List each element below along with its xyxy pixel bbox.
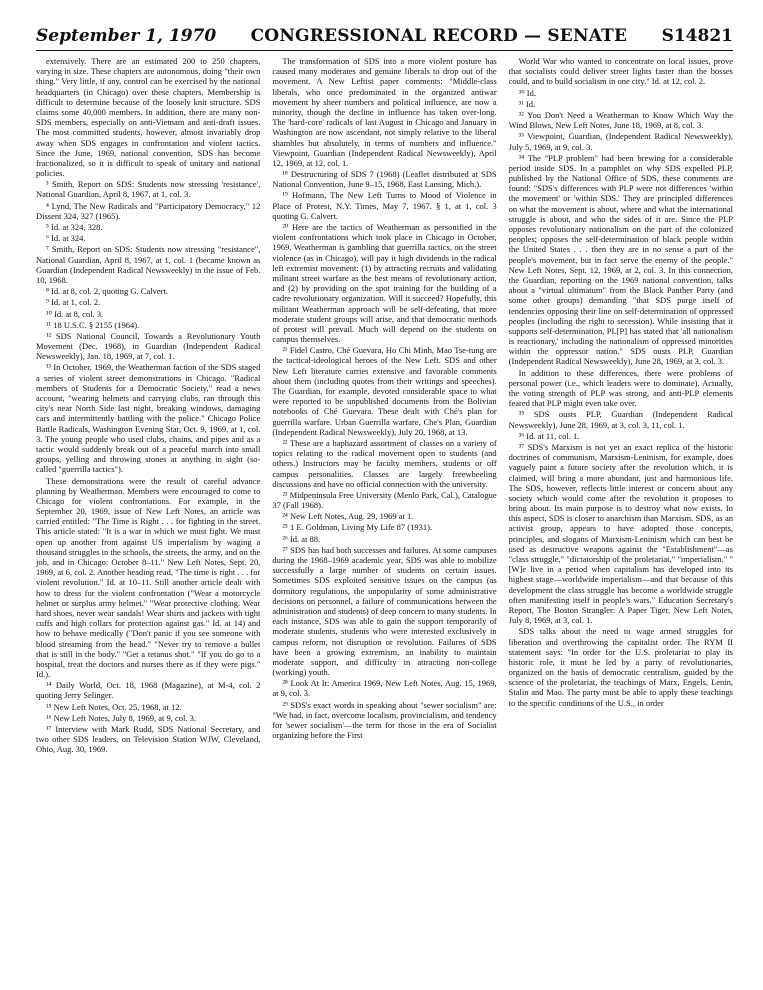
paragraph: ¹⁸ Destructuring of SDS 7 (1968) (Leaflet distributed at SDS National Convention, June 9–15, 1968, East Lansing, Mich.). [272,169,497,190]
paragraph: ³² You Don't Need a Weatherman to Know Which Way the Wind Blows, New Left Notes, June 18, 1969, at 8, col. 3. [508,109,733,131]
paragraph: ⁹ Id. at 1, col. 2. [46,297,101,308]
paragraph: ³⁷ SDS's Marxism is not yet an exact replica of the historic doctrines of communism, Marxism-Leninism, for example, does vaguely paint a future society after the revolution which, it is claimed, will bring a more abundant, just and harmonious life. The SDS, however, reflects little interest or concern about any society which would come after the revolution it proposes to bring about. Its main purpose is to destroy what now exists. In this aspect, SDS is closer to anarchism than Marxism. SDS, as an activist group, appears to have adopted those concepts, principles, and slogans of Marxism-Leninism which can best be used as destructive weapons against the "Establishment"—as "class struggle," "dictatorship of the proletariat," "imperialism." "[W]e live in a period when capitalism has developed into its highest stage—worldwide imperialism—and that because of this development the class struggle has become a worldwide struggle often manifesting itself in people's wars." Education Secretary's Report, The Boston Strangler: A Paper Tiger, New Left Notes, July 8, 1969, at 3, col. 1. [508,441,733,626]
paragraph: ²² These are a haphazard assortment of classes on a variety of topics relating to the radical movement open to students (and others.) Instructors may be faculty members, students or off campus personalities. Classes are largely freewheeling discussions and have no official connection with the university. [272,437,497,489]
paragraph: ³⁶ Id. at 11, col. 1. [518,430,580,441]
header-page-number: S14821 [661,26,733,46]
paragraph: ³⁰ Id. [518,87,536,98]
paragraph: ¹² SDS National Council, Towards a Revolutionary Youth Movement (Dec. 1968), in Guardian (Independent Radical Newsweekly), Jan. 18, 1969, at 7, col. 1. [36,330,261,362]
paragraph: ²⁷ SDS has had both successes and failures. At some campuses during the 1968–1969 academic year, SDS was able to mobilize successfully a large number of students on certain issues. Sometimes SDS exploited sensitive issues on the campus (as dormitory regulations, the unpopularity of some administrative decisions on personnel, a failure of communications between the administration and students) of deep concern to many students. In each instance, SDS was able to gain the support temporarily of moderate students, students who were interested exclusively in campus reform, not disruption or revolution. Failures of SDS have been a growing extremism, an inability to maintain moderate support, and difficulty in attracting non-college (working) youth. [272,544,497,678]
paragraph: ²³ Midpeninsula Free University (Menlo Park, Cal.), Catalogue 37 (Fall 1968). [272,489,497,511]
paragraph: ⁸ Id. at 8, col. 2, quoting G. Calvert. [46,286,168,297]
paragraph: ²⁵ 1 E. Goldman, Living My Life 87 (1931). [282,522,433,533]
paragraph: ³ Smith, Report on SDS: Students now stressing 'resistance', National Guardian, April 8, 1967, at 1, col. 3. [36,179,261,200]
paragraph: ³¹ Id. [518,98,536,109]
paragraph: ²⁶ Id. at 88. [282,533,321,544]
paragraph: World War who wanted to concentrate on local issues, prove that socialists could deliver street lights faster than the bosses could, and to build socialism in one city." Id. at 12, col. 2. [508,56,733,87]
paragraph: ¹⁷ Interview with Mark Rudd, SDS National Secretary, and two other SDS leaders, on Television Station WJW, Cleveland, Ohio, Aug. 30, 1969. [36,724,261,755]
paragraph: ⁷ Smith, Report on SDS: Students now stressing "resistance", National Guardian, April 8, 1967, at 1, col. 1 (became known as Guardian (Independent Radical Newsweekly) in the issue of Feb. 10, 1968. [36,244,261,285]
paragraph: ²⁹ SDS's exact words in speaking about "sewer socialism" are: "We had, in fact, overcome localism, provincialism, and tendency for 'sewer socialism'—the term for those in the era of Socialist organizing before the First [272,699,497,741]
paragraph: These demonstrations were the result of careful advance planning by Weatherman. Members were encouraged to come to Chicago for violent confrontations. For example, in the September 20, 1969, issue of New Left Notes, an article was carried entitled: "The Time is Right . . . for fighting in the street. This article stated: "It is a war in which we must fight. We must open up another front against US imperialism by waging a thousand struggles in the schools, the streets, the army, and on the job, and in Chicago: October 8–11." New Left Notes, Sept. 20, 1969, at 6, col. 2. Another heading read, "The time is right . . . for violent revolution." Id. at 10–11. Still another article dealt with how to dress for the violent confrontation ("Wear a motorcycle helmet or surplus army helmet." "Wear protective clothing. Wear hard shoes, never wear sandals! Wear shirts and jackets with tight cuffs and high collars for protection against gas." Id. at 14) and how to behave medically ("Don't panic if you see someone with blood streaming from the head." "Never try to remove a bullet that is still in the body." "Get a tetanus shot." "If you do go to a hospital, treat the doctors and nurses there as if they were pigs." Id.). [36,475,261,680]
paragraph: SDS talks about the need to wage armed struggles for liberation and overthrowing the capitalist order. The RYM II statement says: "In order for the U.S. proletariat to play its historic role, it must be led by a party of revolutionaries, organized on the basis of democratic centralism, guided by the science of the proletariat, the teachings of Marx, Engels, Lenin, Stalin and Mao. The party must be able to apply these teachings to the specific conditions of the U.S., in order [508,626,733,708]
page-header [36,16,733,46]
paragraph: ¹⁶ New Left Notes, July 8, 1969, at 9, col. 3. [46,712,196,723]
paragraph: ²¹ Fidel Castro, Ché Guevara, Ho Chi Minh, Mao Tse-tung are the tactical-ideological heroes of the New Left. SDS and other New Left literature carries extensive and favorable comments about them (including quotes from their writings and speeches). The Guardian, for example, devoted considerable space to what were reported to be unpublished documents from the Bolivian notebooks of Ché Guevara. These dealt with Ché's plan for guerrilla warfare. Urban Guerrilla warfare, Che's Plan, Guardian (Independent Radical Newsweekly), July 20, 1968, at 13. [272,345,497,437]
paragraph: The transformation of SDS into a more violent posture has caused many moderates and genuine liberals to drop out of the movement. A New Leftist paper comments: "Middle-class liberals, who once predominated in the organized antiwar movement by sheer numbers and political influence, are now a minority, though the decline in influence has taken over-long. The 'hard-core' radicals of last August in Chicago and January in Washington are now ascendant, not simply relative to the liberal shambles but absolutely, in terms of numbers and influence." Viewpoint, Guardian (Independent Radical Newsweekly), April 12, 1969, at 12, col. 1. [272,56,497,168]
header-title: CONGRESSIONAL RECORD — SENATE [250,26,628,46]
header-rule [36,50,733,51]
paragraph: In addition to these differences, there were problems of personal power (i.e., which leaders were to dominate). Actually, the voting strength of PLP was strong, and anti-PLP elements feared that PLP might even take over. [508,367,733,409]
paragraph: ¹⁴ Daily World, Oct. 18, 1968 (Magazine), at M-4, col. 2 quoting Jerry Selinger. [36,680,261,701]
paragraph: ²⁸ Look At It: America 1969, New Left Notes, Aug. 15, 1969, at 9, col. 3. [272,678,497,699]
paragraph: ³⁵ SDS ousts PLP, Guardian (Independent Radical Newsweekly), June 28, 1969, at 3, col. 3, 11, col. 1. [508,409,733,430]
paragraph: ⁴ Lynd, The New Radicals and "Participatory Democracy," 12 Dissent 324, 327 (1965). [36,200,261,221]
paragraph: ⁶ Id. at 324. [46,233,86,244]
paragraph: ¹⁹ Hofmann, The New Left Turns to Mood of Violence in Place of Protest, N.Y. Times, May 7, 1967. § 1, at 1, col. 3 quoting G. Calvert. [272,190,497,221]
paragraph: ³³ Viewpoint, Guardian, (Independent Radical Newsweekly), July 5, 1969, at 9, col. 3. [508,131,733,152]
header-date: September 1, 1970 [36,26,217,46]
paragraph: ³⁴ The "PLP problem" had been brewing for a considerable period inside SDS. In a pamphlet on why SDS expelled PLP, published by the National Office of SDS, these comments are found: "SDS's differences with PLP were not differences 'within the movement' or 'within SDS.' They are principled differences on what the movement is about, where and what the international struggle is about, and who the sides of it are. Since the PLP opposes revolutionary nationalism on the part of the colonized peoples; opposes the self-determination of black people within the United States . . . then they are in no sense a part of the people's movement, but in fact serve the enemy of the people." New Left Notes, Sept. 12, 1969, at 2, col. 3. In this connection, the Guardian, reporting on the 1969 national convention, talks about a "virtual ultimatum" from the Black Panther Party (and some other groups) demanding "that SDS purge itself of tendencies opposing their line on self-determination of oppressed peoples (including the right to secession). While insisting that it supports self-determination, PL[P] has stated that 'all nationalism is reactionary,' including the nationalism of oppressed minorities within the oppressor nation." SDS ousts PLP, Guardian (Independent Radical Newsweekly), June 28, 1969, at 3, col. 3. [508,152,733,367]
paragraph: ¹¹ 18 U.S.C. § 2155 (1964). [46,319,140,330]
paragraph: ¹⁵ New Left Notes, Oct. 25, 1968, at 12. [46,701,182,712]
paragraph: extensively. There are an estimated 200 to 250 chapters, varying in size. These chapters are autonomous, doing "their own thing." Very little, if any, control can be exercised by the national headquarters (in Chicago) over these chapters. Membership is difficult to determine because of the loosely knit structure. SDS claims some 40,000 members. In addition, there are many non-SDS members, especially on anti-Vietnam and anti-draft issues. The most committed students, however, almost invariably drop away when SDS engages in confrontation and violent tactics. Since the June, 1969, national convention, SDS has become fractionalized, so it is difficult to speak of unitary and national policies. [36,56,261,179]
paragraph: ²⁴ New Left Notes, Aug. 29, 1969 at 1. [282,511,414,522]
text-columns [36,56,733,972]
paragraph: ²⁰ Here are the tactics of Weatherman as personified in the violent confrontations which took place in Chicago in October, 1969. Weatherman is gambling that guerrilla tactics, on the street violence (as in Chicago), will pay it high dividends in the radical left extremist movement: (1) by attracting recruits and validating militant street warfare as the best means of revolutionary action, and (2) by providing on the spot training for the building of a cadre revolutionary organization. Will it succeed? Hopefully, this militant Weatherman approach will be self-defeating, that more moderate student groups will arise, and that democratic methods of protest will prevail. Much will depend on the students on campus themselves. [272,222,497,345]
text-column-1 [36,56,260,972]
paragraph: ¹³ In October, 1969, the Weatherman faction of the SDS staged a series of violent street demonstrations in Chicago. "Radical members of Students for a Democratic Society," read a news account, "wearing helmets and carrying clubs, ran through this city's near North Side last night, breaking windows, damaging cars and intermittently battling with the police." Chicago Police Battle Radicals, Washington Evening Star, Oct. 9, 1969, at 1, col. 3. The young people who used clubs, chains, and pipes and as a tactic would suddenly break out of a peaceful march into small groups, yelling and throwing stones at anything in sight (so-called "guerrilla tactics"). [36,362,261,475]
paragraph: ⁵ Id. at 324, 328. [46,222,103,232]
text-column-3 [509,56,733,972]
text-column-2 [272,56,496,972]
paragraph: ¹⁰ Id. at 8, col. 3. [46,308,104,319]
